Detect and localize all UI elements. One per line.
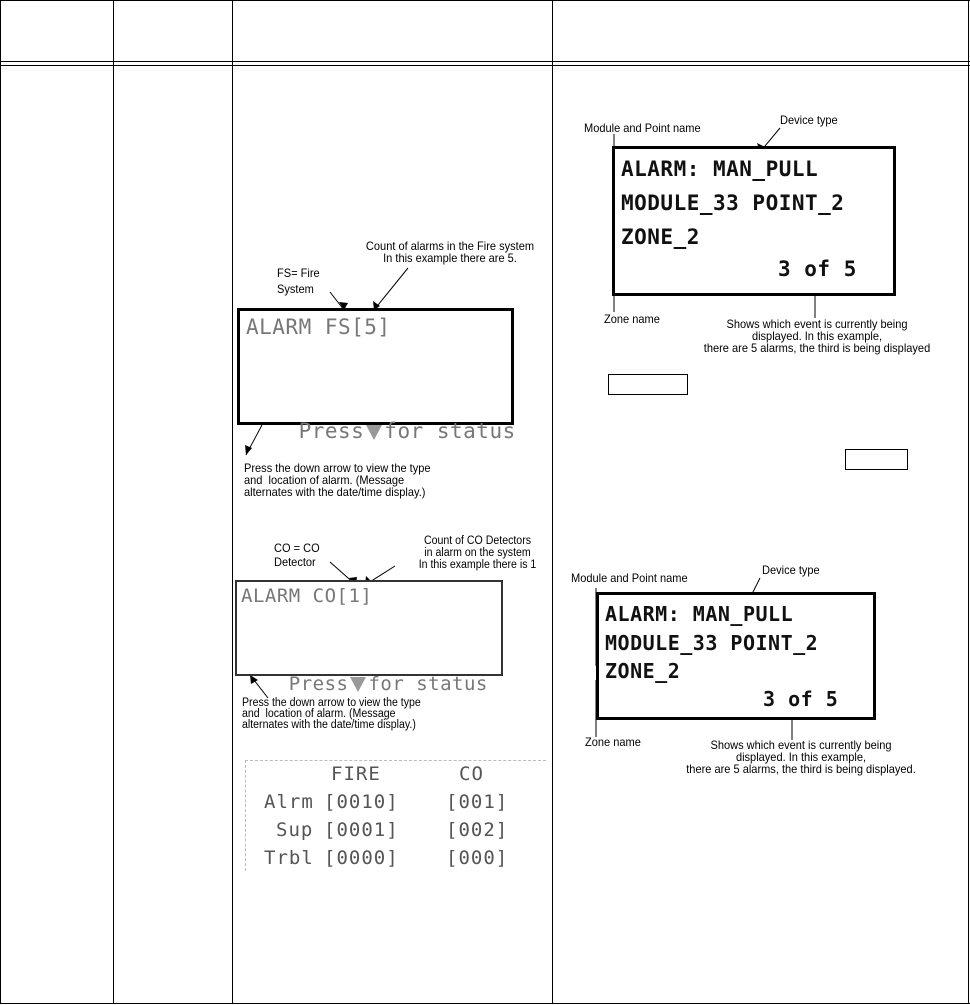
co-count-annotation: Count of CO Detectors in alarm on the system In this example there is 1 (418, 535, 537, 571)
fs-lcd-line1: ALARM FS[5] (246, 315, 391, 339)
table-border-col3 (552, 0, 553, 1004)
bottom-detail-line2: MODULE_33 POINT_2 (605, 631, 819, 655)
status-header-fire: FIRE (331, 763, 381, 785)
table-border-col1 (113, 0, 114, 1004)
top-detail-line1: ALARM: MAN_PULL (621, 157, 819, 181)
table-border-col2 (232, 0, 233, 1004)
top-zone-annotation: Zone name (604, 312, 660, 326)
top-module-annotation: Module and Point name (584, 121, 701, 135)
status-row-label: Trbl (264, 847, 314, 869)
bottom-device-annotation: Device type (762, 563, 820, 577)
status-header-co: CO (459, 763, 484, 785)
bottom-alarm-detail-lcd (596, 592, 876, 720)
co-lcd-line1: ALARM CO[1] (241, 585, 373, 607)
co-lcd-status: for status (368, 673, 488, 695)
down-arrow-icon (366, 425, 382, 440)
bottom-zone-annotation: Zone name (585, 735, 641, 749)
status-row-label: Sup (276, 819, 314, 841)
table-header-divider-2 (0, 65, 970, 66)
top-device-annotation: Device type (780, 113, 838, 127)
status-row-co: [000] (446, 847, 509, 869)
fs-lcd-press-line (246, 395, 516, 467)
bottom-module-annotation: Module and Point name (571, 571, 688, 585)
status-row-label: Alrm (264, 791, 314, 813)
co-label-annotation: CO = CO Detector (274, 541, 320, 569)
table-border-bottom (0, 1003, 970, 1004)
blank-reference-box (608, 374, 688, 395)
bottom-detail-line3: ZONE_2 (605, 659, 681, 683)
bottom-detail-counter: 3 of 5 (763, 687, 839, 711)
top-detail-line2: MODULE_33 POINT_2 (621, 191, 845, 215)
top-detail-counter: 3 of 5 (778, 257, 857, 281)
top-alarm-detail-lcd (612, 146, 896, 296)
fs-lcd-press: Press (298, 419, 365, 443)
bottom-detail-line1: ALARM: MAN_PULL (605, 602, 794, 626)
fs-label-annotation: FS= Fire System (277, 266, 320, 296)
bottom-shows-annotation: Shows which event is currently being displayed. In this example, there are 5 alarms, the third is being displayed. (686, 738, 916, 776)
table-header-divider-1 (0, 61, 970, 62)
fs-press-annotation: Press the down arrow to view the type and location of alarm. (Message alternates with the date/time display.) (244, 461, 431, 499)
status-summary-display (245, 760, 546, 871)
down-arrow-icon (350, 677, 366, 692)
table-border-left (0, 0, 1, 1004)
top-detail-line3: ZONE_2 (621, 225, 700, 249)
status-row-co: [001] (446, 791, 509, 813)
table-border-right (968, 0, 969, 1004)
status-row-fire: [0010] (324, 791, 399, 813)
table-border-top (0, 0, 970, 1)
status-row-fire: [0001] (324, 819, 399, 841)
top-shows-annotation: Shows which event is currently being displayed. In this example, there are 5 alarms, the third is being displayed (703, 317, 931, 355)
co-press-annotation: Press the down arrow to view the type and location of alarm. (Message alternates with the date/time display.) (242, 697, 421, 731)
fs-count-annotation: Count of alarms in the Fire system In this example there are 5. (365, 239, 535, 265)
status-row-co: [002] (446, 819, 509, 841)
fs-lcd-status: for status (384, 419, 516, 443)
co-alarm-lcd (235, 580, 503, 695)
co-lcd-press: Press (288, 673, 349, 695)
status-row-fire: [0000] (324, 847, 399, 869)
blank-reference-box (845, 449, 908, 470)
fs-alarm-lcd (237, 308, 516, 443)
